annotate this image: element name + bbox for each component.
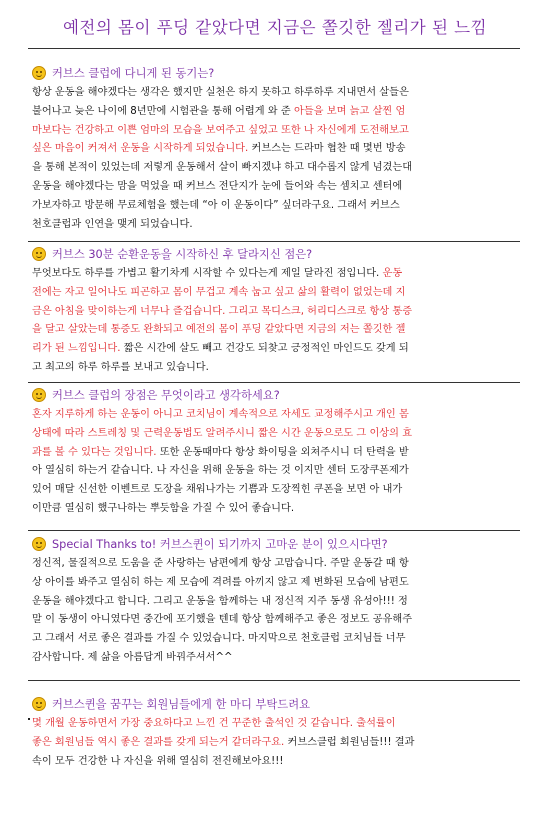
body-text: 항상 운동을 해야겠다는 생각은 했지만 실천은 하지 못하고 하루하루 지내면서 살들은 bbox=[32, 87, 409, 98]
smiley-icon bbox=[32, 697, 46, 711]
body-text: 속이 모두 건강한 나 자신을 위해 열심히 전진해보아요!!! bbox=[32, 755, 284, 767]
divider bbox=[28, 530, 520, 531]
smiley-icon bbox=[32, 247, 46, 261]
question-text: 커브스 클럽에 다니게 된 동기는? bbox=[52, 67, 215, 80]
answer-line bbox=[32, 753, 520, 772]
body-text: 무엇보다도 하루를 가볍고 활기차게 시작할 수 있다는게 제일 달라진 점입니다. bbox=[32, 268, 383, 279]
answer-line bbox=[32, 103, 520, 122]
body-text: 을 통해 본적이 있었는데 저렇게 운동해서 살이 빠지겠냐 하고 대수롭지 않게 넘겼는대 bbox=[32, 162, 413, 174]
answer-line bbox=[32, 178, 520, 197]
body-text: 운동을 해야겠다고 합니다. 그리고 운동을 함께하는 내 정신적 지주 동생 유성아!!! 정 bbox=[32, 595, 408, 607]
divider bbox=[28, 48, 520, 49]
answer-line bbox=[32, 284, 520, 303]
body-text: 운동을 해야겠다는 맘을 먹었을 때 커브스 전단지가 눈에 들어와 속는 셈치고 센터에 bbox=[32, 180, 403, 192]
body-text: 정신적, 물질적으로 도움을 준 사랑하는 남편에게 항상 고맙습니다. 주말 운동갈 때 항 bbox=[32, 558, 409, 569]
highlighted-text: 좋은 회원님들 역시 좋은 결과를 갖게 되는거 같더라구요. bbox=[32, 736, 285, 748]
body-text: 말 이 동생이 아니였다면 중간에 포기했을 텐데 항상 함께해주고 좋은 정보도 공유해주 bbox=[32, 614, 413, 626]
body-text: 이만큼 열심히 했구나하는 뿌듯함을 가질 수 있어 좋습니다. bbox=[32, 502, 295, 514]
answer-line bbox=[32, 122, 520, 141]
stray-dot bbox=[28, 718, 30, 720]
answer-line bbox=[32, 216, 520, 235]
body-text: 불어나고 늦은 나이에 8년만에 시험관을 통해 어렵게 와 준 bbox=[32, 105, 294, 117]
highlighted-text: 리가 된 느낌입니다. bbox=[32, 343, 121, 355]
question-heading bbox=[32, 385, 520, 405]
section-special-thanks bbox=[32, 534, 520, 668]
answer-line bbox=[32, 159, 520, 178]
answer-line bbox=[32, 340, 520, 359]
answer-line bbox=[32, 197, 520, 216]
smiley-icon bbox=[32, 66, 46, 80]
answer-line bbox=[32, 593, 520, 612]
highlighted-text: 상태에 따라 스트레칭 및 근력운동법도 알려주시니 짧은 시간 운동으로도 그 이상의 효 bbox=[32, 427, 413, 439]
answer-line bbox=[32, 481, 520, 500]
question-heading bbox=[32, 694, 520, 714]
answer-text bbox=[32, 555, 520, 668]
divider bbox=[28, 382, 520, 383]
body-text: 커브스클럽 회원님들!!! 결과 bbox=[284, 736, 415, 748]
answer-line bbox=[32, 574, 520, 593]
highlighted-text: 마보다는 건강하고 이쁜 엄마의 모습을 보여주고 싶었고 또한 나 자신에게 도전해보고 bbox=[32, 124, 409, 136]
question-text: 커브스 클럽의 장점은 무엇이라고 생각하세요? bbox=[52, 389, 280, 402]
answer-line bbox=[32, 611, 520, 630]
body-text: 고 그래서 서로 좋은 결과를 가질 수 있었습니다. 마지막으로 천호클럽 코치님들 너무 bbox=[32, 633, 406, 645]
answer-line bbox=[32, 321, 520, 340]
question-text: 커브스퀸을 꿈꾸는 회원님들에게 한 마디 부탁드려요 bbox=[52, 698, 311, 711]
highlighted-text: 전에는 자고 일어나도 피곤하고 몸이 무겁고 계속 눕고 싶고 삶의 활력이 없었는데 지 bbox=[32, 286, 406, 298]
answer-line bbox=[32, 444, 520, 463]
question-heading bbox=[32, 534, 520, 554]
answer-text bbox=[32, 84, 520, 234]
body-text: 커브스는 드라마 협찬 때 몇번 방송 bbox=[248, 143, 406, 155]
section-advice bbox=[32, 694, 520, 771]
page-title: 예전의 몸이 푸딩 같았다면 지금은 쫄깃한 젤리가 된 느낌 bbox=[62, 18, 488, 37]
smiley-icon bbox=[32, 537, 46, 551]
body-text: 있어 매달 신선한 이벤트로 도장을 채워나가는 기쁨과 도장찍힌 쿠폰을 보면 아 내가 bbox=[32, 484, 403, 496]
smiley-icon bbox=[32, 388, 46, 402]
highlighted-text: 금은 아침을 맞이하는게 너무나 즐겁습니다. 그리고 목디스크, 허리디스크로 항상 통증 bbox=[32, 305, 413, 317]
answer-line bbox=[32, 649, 520, 668]
body-text: 짧은 시간에 살도 빼고 건강도 되찾고 긍정적인 마인드도 갖게 되 bbox=[120, 343, 409, 355]
answer-line bbox=[32, 406, 520, 425]
question-heading bbox=[32, 63, 520, 83]
section-advantages bbox=[32, 385, 520, 519]
answer-text bbox=[32, 715, 520, 771]
answer-line bbox=[32, 265, 520, 284]
answer-line bbox=[32, 425, 520, 444]
highlighted-text: 싶은 마음이 커져서 운동을 시작하게 되었습니다. bbox=[32, 143, 249, 155]
divider bbox=[28, 680, 520, 681]
answer-line bbox=[32, 630, 520, 649]
answer-line bbox=[32, 715, 520, 734]
answer-text bbox=[32, 265, 520, 378]
highlighted-text: 몇 개월 운동하면서 가장 중요하다고 느낀 건 꾸준한 출석인 것 같습니다. 출석률이 bbox=[32, 718, 396, 729]
highlighted-text: 운동 bbox=[382, 268, 403, 279]
answer-line bbox=[32, 140, 520, 159]
highlighted-text: 혼자 지루하게 하는 운동이 아니고 코치님이 계속적으로 자세도 교정해주시고 개인 몸 bbox=[32, 409, 409, 420]
body-text: 가보자하고 방문해 무료체험을 했는데 “아 이 운동이다” 싶더라구요. 그래서 커브스 bbox=[32, 199, 400, 211]
body-text: 상 아이를 봐주고 열심히 하는 제 모습에 격려를 아끼지 않고 제 변화된 모습에 남편도 bbox=[32, 576, 409, 588]
question-text: 커브스 30분 순환운동을 시작하신 후 달라지신 점은? bbox=[52, 248, 313, 261]
question-heading bbox=[32, 244, 520, 264]
highlighted-text: 아들을 보며 늙고 살찐 엄 bbox=[293, 105, 406, 117]
body-text: 아 열심히 하는거 같습니다. 나 자신을 위해 운동을 하는 것 이지만 센터 도장쿠폰제가 bbox=[32, 465, 409, 477]
section-changes bbox=[32, 244, 520, 378]
answer-text bbox=[32, 406, 520, 519]
body-text: 고 최고의 하루 하루를 보내고 있습니다. bbox=[32, 361, 209, 373]
section-motivation bbox=[32, 63, 520, 234]
answer-line bbox=[32, 734, 520, 753]
answer-line bbox=[32, 555, 520, 574]
question-text: Special Thanks to! 커브스퀸이 되기까지 고마운 분이 있으시다면? bbox=[52, 538, 388, 551]
answer-line bbox=[32, 359, 520, 378]
body-text: 또한 운동때마다 항상 화이팅을 외쳐주시니 더 탄력을 받 bbox=[156, 446, 409, 458]
answer-line bbox=[32, 84, 520, 103]
divider bbox=[28, 241, 520, 242]
highlighted-text: 을 달고 살았는데 통증도 완화되고 예전의 몸이 푸딩 같았다면 지금의 저는 쫄깃한 젤 bbox=[32, 324, 406, 336]
highlighted-text: 과를 볼 수 있다는 것입니다. bbox=[32, 446, 157, 458]
body-text: 천호클럽과 인연을 맺게 되었습니다. bbox=[32, 218, 193, 230]
answer-line bbox=[32, 462, 520, 481]
answer-line bbox=[32, 303, 520, 322]
answer-line bbox=[32, 500, 520, 519]
body-text: 감사합니다. 제 삶을 아름답게 바꿔주셔서^^ bbox=[32, 651, 233, 663]
